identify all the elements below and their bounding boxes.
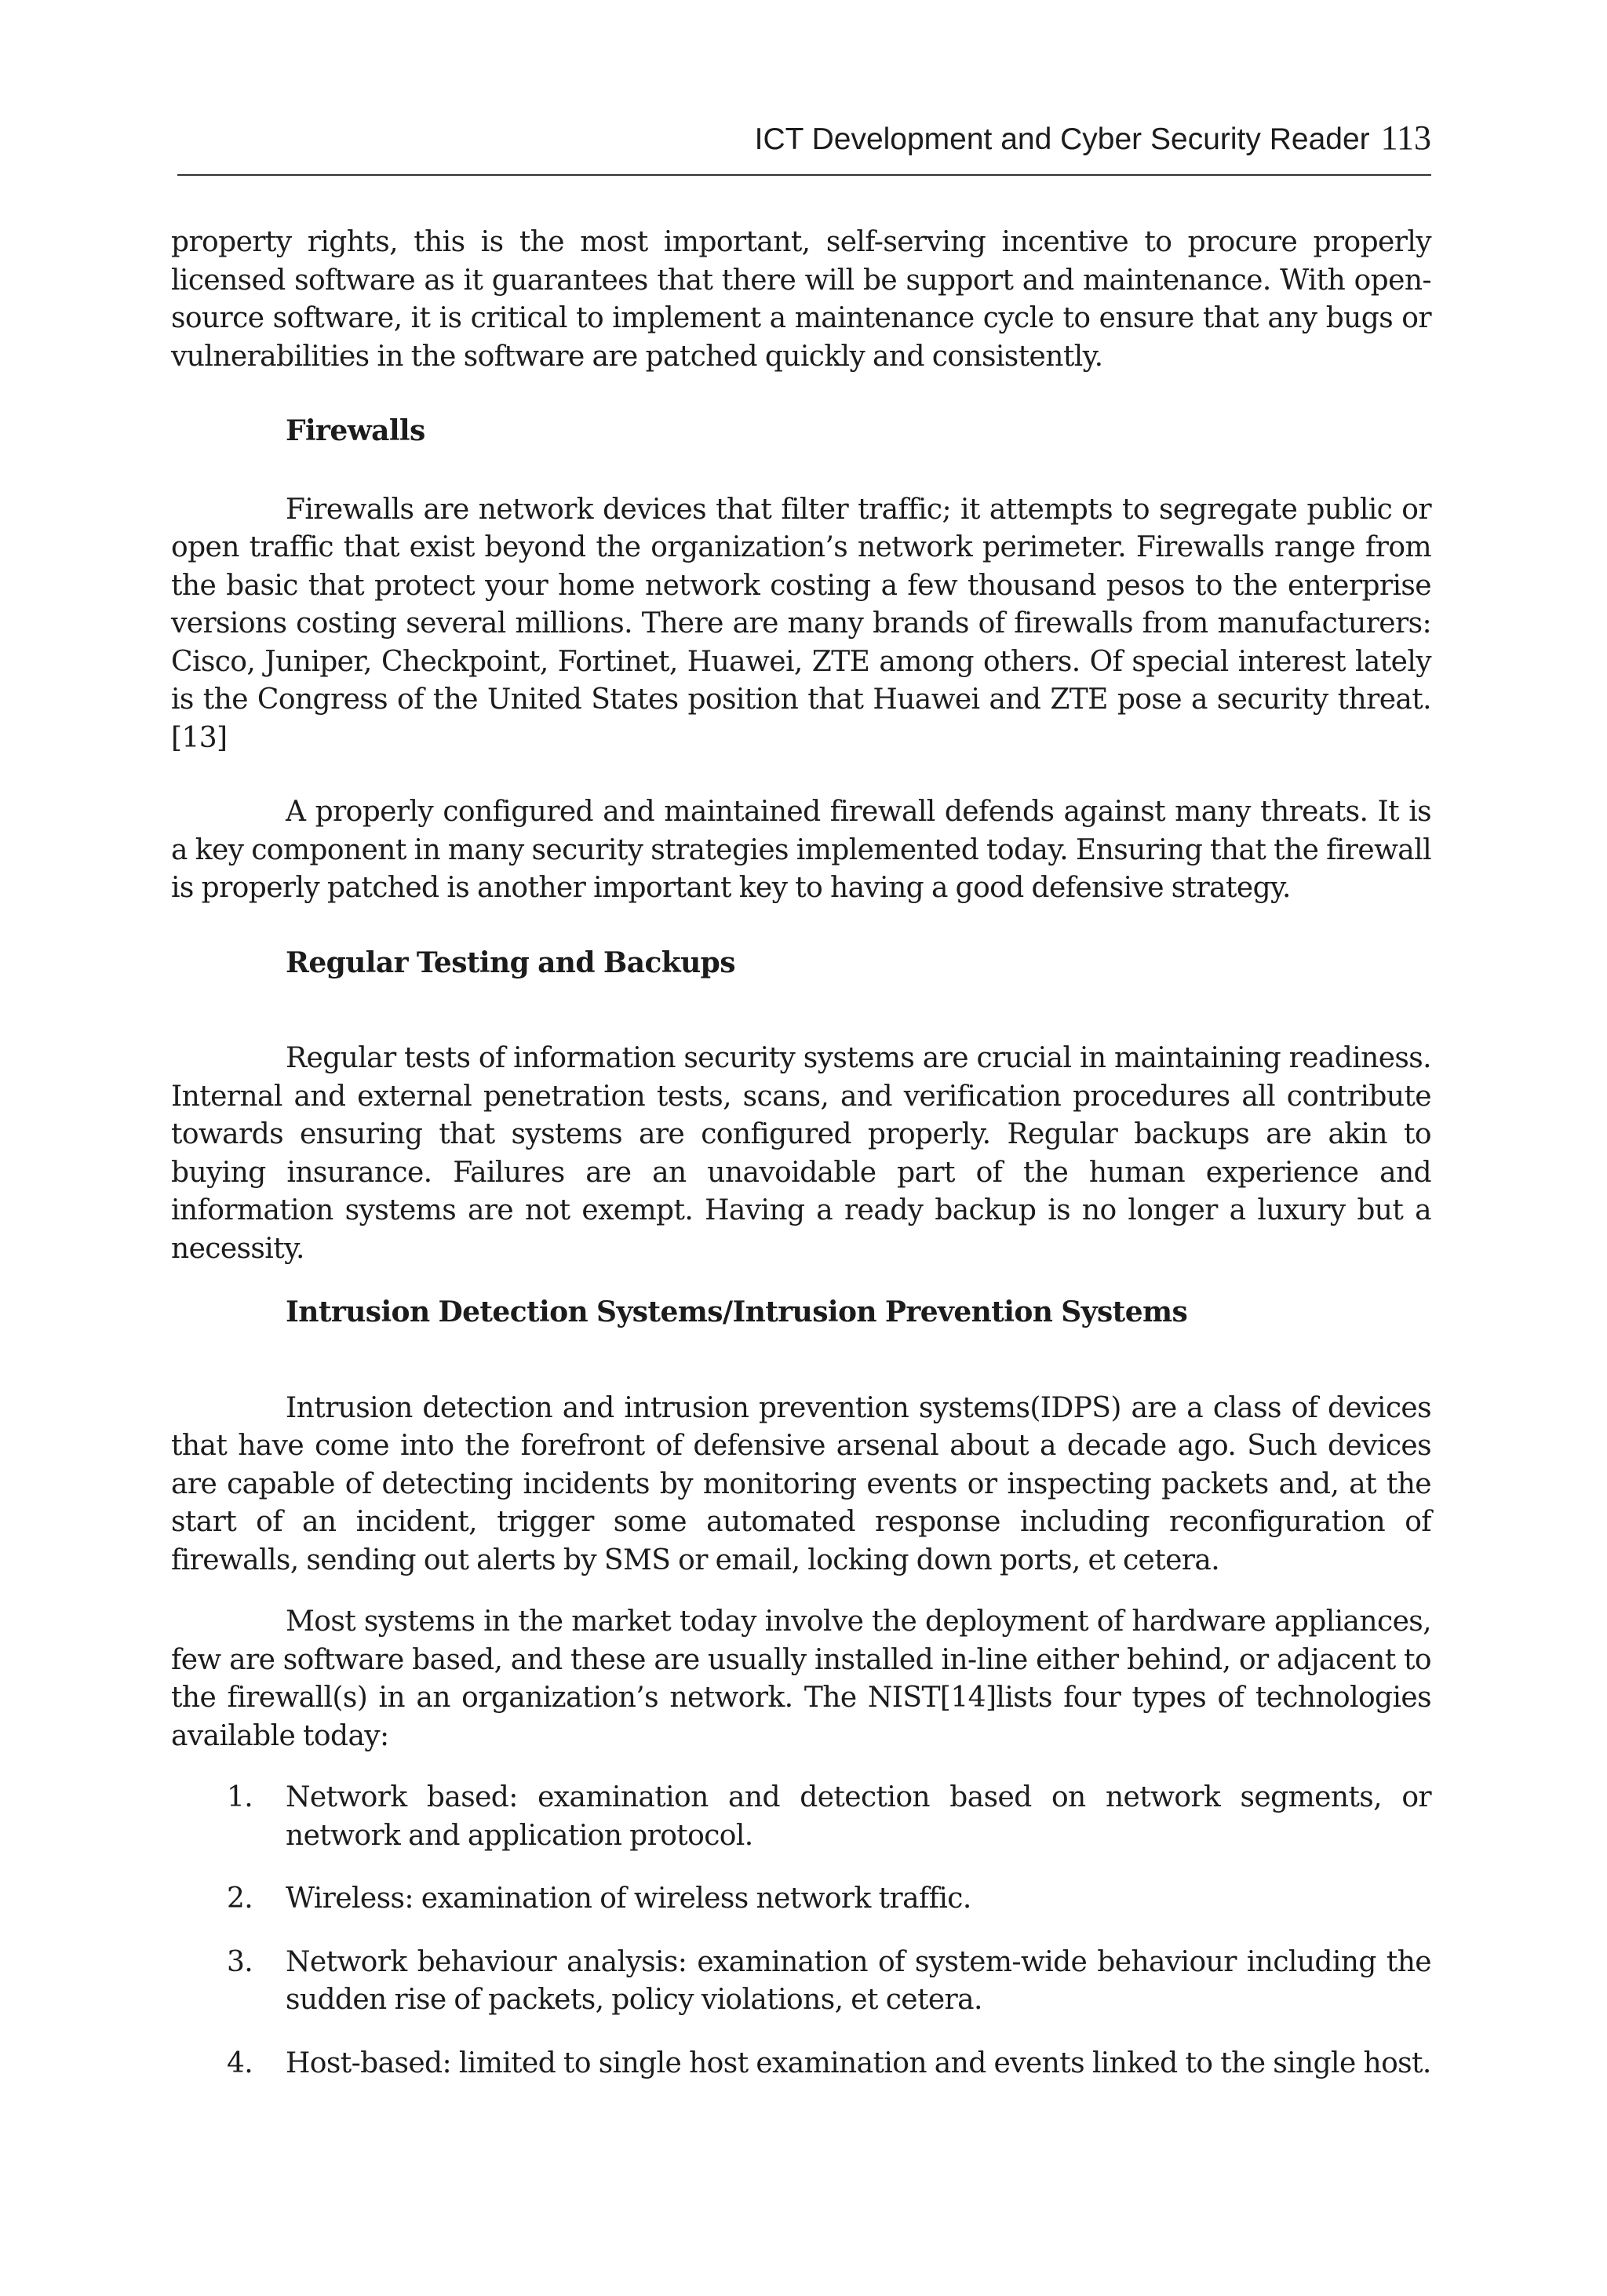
heading-regular-testing: Regular Testing and Backups — [286, 946, 735, 979]
list-number: 1. — [227, 1781, 253, 1813]
heading-firewalls: Firewalls — [286, 414, 425, 447]
list-text: Host-based: limited to single host examination and events linked to the single host. — [286, 2046, 1431, 2079]
list-item — [171, 2045, 1431, 2083]
page-number: 113 — [1380, 118, 1431, 157]
header-rule — [177, 174, 1431, 176]
list-text: Wireless: examination of wireless network traffic. — [286, 1882, 971, 1915]
body-text — [171, 224, 1431, 2083]
list-item — [171, 1944, 1431, 2020]
list-number: 2. — [227, 1882, 253, 1915]
list-item — [171, 1880, 1431, 1919]
list-item — [171, 1779, 1431, 1855]
list-text: Network behaviour analysis: examination of system-wide behaviour including the sudden rise of packets, policy violations, et cetera. — [286, 1945, 1431, 2016]
idps-paragraph-1: Intrusion detection and intrusion prevention systems(IDPS) are a class of devices that have come into the forefront of defensive arsenal about a decade ago. Such devices are capable of detecting incidents by monitoring events or inspecting packets and, at the start of an incident, trigger some automated response including reconfiguration of firewalls, sending out alerts by SMS or email, locking down ports, et cetera. — [171, 1391, 1431, 1576]
book-title: ICT Development and Cyber Security Reader — [754, 122, 1370, 156]
testing-paragraph: Regular tests of information security systems are crucial in maintaining readiness. Internal and external penetration tests, scans, and verification procedures all contribute towards ensuring that systems are configured properly. Regular backups are akin to buying insurance. Failures are an unavoidable part of the human experience and information systems are not exempt. Having a ready backup is no longer a luxury but a necessity. — [171, 1042, 1431, 1265]
firewalls-paragraph-2: A properly configured and maintained firewall defends against many threats. It is a key component in many security strategies implemented today. Ensuring that the firewall is properly patched is another important key to having a good defensive strategy. — [171, 796, 1431, 904]
list-number: 4. — [227, 2046, 253, 2079]
intro-paragraph: property rights, this is the most important, self-serving incentive to procure properly licensed software as it guarantees that there will be support and maintenance. With open-source software, it is critical to implement a maintenance cycle to ensure that any bugs or vulnerabilities in the software are patched quickly and consistently. — [171, 226, 1431, 373]
running-header — [177, 118, 1431, 158]
firewalls-paragraph-1: Firewalls are network devices that filter traffic; it attempts to segregate public or open traffic that exist beyond the organization’s network perimeter. Firewalls range from the basic that protect your home network costing a few thousand pesos to the enterprise versions costing several millions. There are many brands of firewalls from manufacturers: Cisco, Juniper, Checkpoint, Fortinet, Huawei, ZTE among others. Of special interest lately is the Congress of the United States position that Huawei and ZTE pose a security threat. [13] — [171, 493, 1431, 754]
heading-idps: Intrusion Detection Systems/Intrusion Prevention Systems — [286, 1296, 1188, 1328]
list-number: 3. — [227, 1945, 253, 1978]
technology-list — [171, 1779, 1431, 2083]
list-text: Network based: examination and detection based on network segments, or network and application protocol. — [286, 1781, 1431, 1852]
idps-paragraph-2: Most systems in the market today involve the deployment of hardware appliances, few are software based, and these are usually installed in-line either behind, or adjacent to the firewall(s) in an organization’s network. The NIST[14]lists four types of technologies available today: — [171, 1605, 1431, 1752]
